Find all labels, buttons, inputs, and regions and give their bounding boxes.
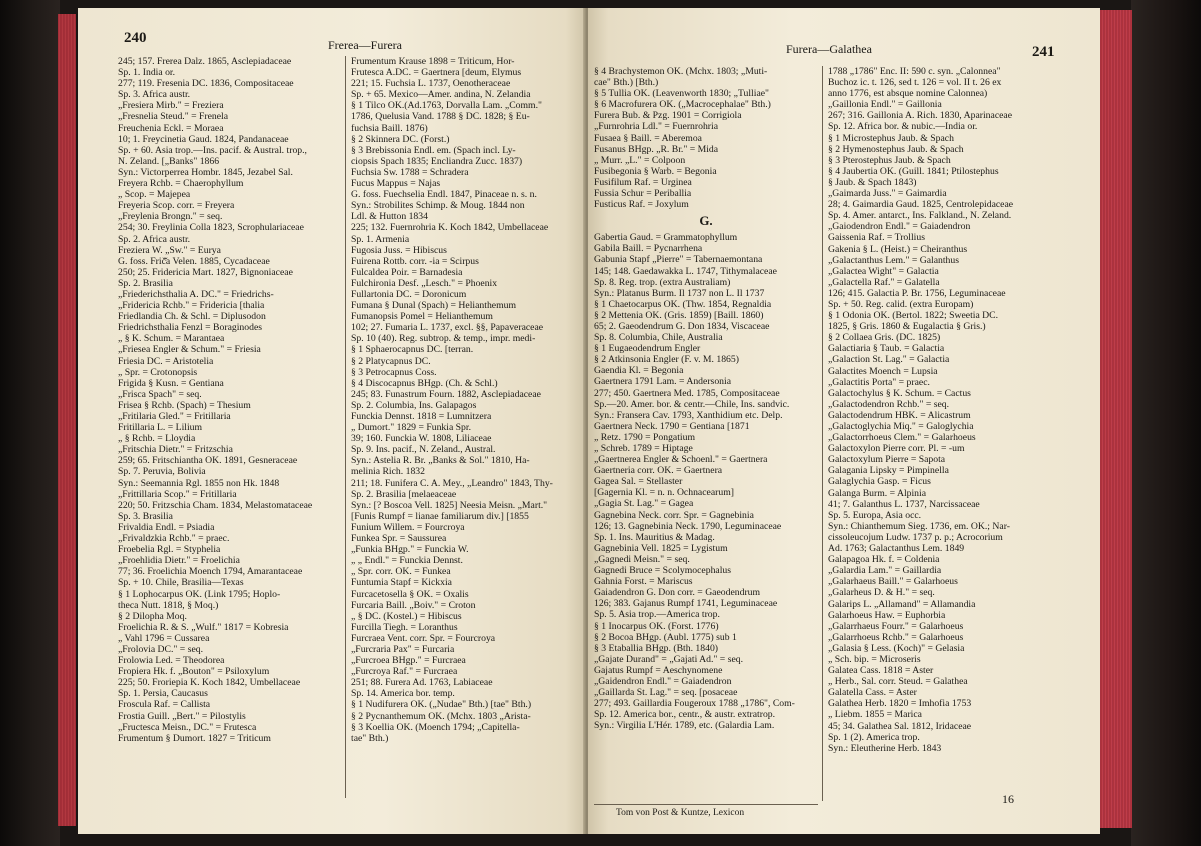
entry-line: § 3 Brebissonia Endl. em. (Spach incl. Ly-	[351, 144, 516, 156]
entry-line: 145; 148. Gaedawakka L. 1747, Tithymalaceae	[594, 265, 777, 277]
entry-line: Sp. + 60. Asia trop.—Ins. pacif. & Austral. trop.,	[118, 144, 307, 156]
entry-line: Sp. 12. Africa bor. & nubic.—India or.	[828, 121, 978, 133]
entry-line: 220; 50. Fritzschia Cham. 1834, Melastomataceae	[118, 499, 313, 511]
entry-line: Galagania Lipsky = Pimpinella	[828, 465, 949, 477]
entry-line: Sp. 9. Ins. pacif., N. Zeland., Austral.	[351, 444, 496, 456]
entry-line: Friesia DC. = Aristotelia	[118, 355, 214, 367]
entry-line: 225; 132. Fuernrohria K. Koch 1842, Umbellaceae	[351, 222, 549, 234]
entry-line: Fugosia Juss. = Hibiscus	[351, 244, 447, 256]
entry-line: Fucus Mappus = Najas	[351, 178, 441, 190]
entry-line: 28; 4. Gaimardia Gaud. 1825, Centrolepidaceae	[828, 199, 1014, 211]
entry-line: Syn.: Fransera Cav. 1793, Xanthidium etc. Delp.	[594, 409, 783, 421]
entry-line: Gaertneria corr. OK. = Gaertnera	[594, 465, 723, 477]
entry-line: Sp. 3. Africa austr.	[118, 89, 191, 101]
entry-line: „ Schreb. 1789 = Hiptage	[594, 443, 693, 454]
entry-line: Syn.: Virgilia L'Hér. 1789, etc. (Galardia Lam.	[594, 720, 775, 732]
entry-line: 126; 415. Galactia P. Br. 1756, Leguminaceae	[828, 287, 1006, 299]
entry-line: Froebelia Rgl. = Styphelia	[118, 544, 221, 556]
entry-line: 277; 450. Gaertnera Med. 1785, Compositaceae	[594, 387, 780, 399]
entry-line: „Gaillarda St. Lag." = seq. [posaceae	[594, 687, 738, 699]
entry-line: Galactoxylum Pierre = Sapota	[828, 454, 946, 466]
entry-line: anno 1776, est absque nomine Calonnea)	[828, 88, 988, 100]
entry-line: Gakenia § L. (Heist.) = Cheiranthus	[828, 243, 968, 255]
entry-line: „Galactodendron Rchb." = seq.	[828, 398, 950, 410]
entry-line: 254; 30. Freylinia Colla 1823, Scrophulariaceae	[118, 222, 304, 234]
entry-line: Furcaria Baill. „Boiv." = Croton	[351, 599, 476, 611]
entry-line: „Galarheus D. & H." = seq.	[828, 587, 935, 599]
entry-line: Sp. 7. Peruvia, Bolivia	[118, 466, 206, 478]
entry-line: Frostia Guill. „Bert." = Pilostylis	[118, 710, 246, 722]
entry-line: Fusibegonia § Warb. = Begonia	[594, 165, 717, 177]
entry-line: Sp. 3. Brasilia	[118, 510, 173, 522]
entry-line: § 2 Dilopha Moq.	[118, 610, 187, 622]
entry-line: „ Spr. = Crotonopsis	[118, 366, 198, 378]
entry-line: 250; 25. Fridericia Mart. 1827, Bignoniaceae	[118, 266, 293, 278]
entry-line: 267; 316. Gaillonia A. Rich. 1830, Aparinaceae	[828, 110, 1013, 122]
entry-line: 211; 18. Funifera C. A. Mey., „Leandro" 1843, Thy-	[351, 477, 553, 489]
entry-line: tae" Bth.)	[351, 732, 389, 744]
entry-line: Frisea § Rchb. (Spach) = Thesium	[118, 399, 251, 411]
book-edge-right	[1131, 0, 1201, 846]
entry-line: Galatella Cass. = Aster	[828, 687, 917, 699]
column-rule	[822, 66, 823, 801]
entry-line: Sp. 5. Europa, Asia occ.	[828, 509, 922, 521]
entry-line: § Jaub. & Spach 1843)	[828, 176, 917, 188]
entry-line: Fusaea § Baill. = Aberemoa	[594, 132, 702, 144]
page-stack-right	[1098, 10, 1132, 828]
entry-line: § 2 Platycapnus DC.	[351, 355, 431, 367]
entry-line: „Galactanthus Lem." = Galanthus	[828, 254, 960, 266]
entry-line: § 6 Macrofurera OK. („Macrocephalae" Bth.)	[594, 99, 771, 111]
entry-line: „Frisca Spach" = seq.	[118, 388, 202, 400]
entry-line: Galactodendrum HBK. = Alicastrum	[828, 409, 971, 421]
entry-line: „Gaiodendron Endl." = Gaiadendron	[828, 221, 971, 233]
entry-line: § 4 Discocapnus BHgp. (Ch. & Schl.)	[351, 377, 498, 389]
entry-line: Galanga Burm. = Alpinia	[828, 487, 927, 499]
entry-line: „Galarrhoeus Rchb." = Galarhoeus	[828, 631, 964, 643]
entry-line: Gagnedi Bruce = Scolymocephalus	[594, 565, 732, 577]
entry-line: Gagnebina Neck. corr. Spr. = Gagnebinia	[594, 509, 754, 521]
entry-line: 259; 65. Fritschiantha OK. 1891, Gesneraceae	[118, 455, 298, 467]
entry-line: § 2 Mettenia OK. (Gris. 1859) [Baill. 1860)	[594, 309, 764, 321]
entry-line: Sp. 10 (40). Reg. subtrop. & temp., impr. medi-	[351, 333, 536, 345]
entry-line: Sp. + 10. Chile, Brasilia—Texas	[118, 577, 244, 589]
entry-line: Gagea Sal. = Stellaster	[594, 476, 683, 488]
column-rule	[345, 56, 346, 798]
entry-line: Fritillaria L. = Lilium	[118, 422, 203, 434]
entry-line: Sp. + 65. Mexico—Amer. andina, N. Zelandia	[351, 89, 531, 101]
entry-line: § 1 Eugaeodendrum Engler	[594, 343, 701, 355]
entry-line: „ § DC. (Kostel.) = Hibiscus	[351, 610, 462, 622]
entry-line: „ Dumort." 1829 = Funkia Spr.	[351, 422, 472, 434]
entry-line: Frolowia Led. = Theodorea	[118, 655, 225, 667]
entry-line: Fusticus Raf. = Joxylum	[594, 199, 689, 211]
entry-line: Fuchsia Sw. 1788 = Schradera	[351, 166, 469, 178]
entry-line: Buchoz ic. t. 126, sed t. 126 = vol. II t. 26 ex	[828, 77, 1002, 89]
entry-line: Furera Bub. & Pzg. 1901 = Corrigiola	[594, 110, 742, 122]
entry-line: § 2 Hymenostephus Jaub. & Spach	[828, 143, 964, 155]
entry-line: Freyera Rchb. = Chaerophyllum	[118, 178, 244, 190]
entry-line: „Fresiera Mirb." = Freziera	[118, 100, 224, 112]
entry-line: Fumanopsis Pomel = Helianthemum	[351, 311, 493, 323]
entry-line: § 1 Tilco OK.(Ad.1763, Dorvalla Lam. „Comm."	[351, 100, 542, 112]
entry-line: 251; 88. Furera Ad. 1763, Labiaceae	[351, 677, 493, 689]
entry-line: „Fructesca Meisn., DC." = Frutesca	[118, 721, 257, 733]
entry-line: „Gaidendron Endl." = Gaiadendron	[594, 675, 732, 687]
entry-line: 10; 1. Freycinetia Gaud. 1824, Pandanaceae	[118, 133, 289, 145]
entry-line: „Galarhaeus Baill." = Galarhoeus	[828, 576, 958, 588]
entry-line: G. foss. Fuechselia Endl. 1847, Pinaceae n. s. n.	[351, 189, 537, 201]
entry-line: Galapagoa Hk. f. = Coldenia	[828, 554, 940, 566]
entry-line: Galactochylus § K. Schum. = Cactus	[828, 387, 971, 399]
entry-line: Fussia Schur = Periballia	[594, 188, 692, 200]
entry-line: Freuchenia Eckl. = Moraea	[118, 122, 224, 134]
entry-line: Fusanus BHgp. „R. Br." = Mida	[594, 143, 719, 155]
entry-line: Friedrichsthalia Fenzl = Boraginodes	[118, 322, 263, 334]
entry-line: Fumana § Dunal (Spach) = Helianthemum	[351, 300, 516, 312]
entry-line: „Galactorrhoeus Clem." = Galarhoeus	[828, 432, 976, 444]
entry-line: Sp. 2. Brasilia [melaeaceae	[351, 488, 457, 500]
entry-line: Gagnebinia Vell. 1825 = Lygistum	[594, 542, 728, 554]
entry-line: „ Liebm. 1855 = Marica	[828, 709, 922, 721]
text-column	[594, 66, 818, 731]
entry-line: § 1 Inocarpus OK. (Forst. 1776)	[594, 620, 719, 632]
entry-line: Syn.: Strobilites Schimp. & Moug. 1844 non	[351, 200, 525, 212]
entry-line: § 1 Nudifurera OK. („Nudae" Bth.) [tae" Bth.)	[351, 699, 532, 711]
entry-line: Sp. 1. Persia, Caucasus	[118, 688, 208, 700]
entry-line: Galactites Moench = Lupsia	[828, 365, 938, 377]
entry-line: 1825, § Gris. 1860 & Eugalactia § Gris.)	[828, 321, 986, 333]
entry-line: Gabertia Gaud. = Grammatophyllum	[594, 232, 738, 244]
entry-line: Sp. 1. Ins. Mauritius & Madag.	[594, 531, 715, 543]
text-column	[118, 56, 340, 744]
entry-line: Gaertnera Neck. 1790 = Gentiana [1871	[594, 420, 750, 432]
entry-line: Gajatus Rumpf = Aeschynomene	[594, 664, 723, 676]
entry-line: Funium Willem. = Fourcroya	[351, 521, 465, 533]
section-letter: G.	[699, 213, 713, 229]
entry-line: 225; 50. Froriepia K. Koch 1842, Umbellaceae	[118, 677, 301, 689]
entry-line: Gaissenia Raf. = Trollius	[828, 232, 925, 244]
entry-line: 45; 34. Galathea Sal. 1812, Iridaceae	[828, 720, 972, 732]
entry-line: 126; 13. Gagnebinia Neck. 1790, Leguminaceae	[594, 520, 782, 532]
entry-line: 277; 119. Fresenia DC. 1836, Compositaceae	[118, 78, 294, 90]
entry-line: 102; 27. Fumaria L. 1737, excl. §§, Papaveraceae	[351, 322, 544, 334]
entry-line: § 2 Collaea Gris. (DC. 1825)	[828, 332, 941, 344]
entry-line: Sp. 2. Brasilia	[118, 277, 173, 289]
entry-line: Gaertnera 1791 Lam. = Andersonia	[594, 376, 732, 388]
entry-line: § 3 Petrocapnus Coss.	[351, 366, 437, 378]
entry-line: cae" Bth.) [Bth.)	[594, 77, 659, 89]
entry-line: fuchsia Baill. 1876)	[351, 122, 428, 134]
entry-line: „ Spr. corr. OK. = Funkea	[351, 566, 451, 578]
entry-line: § 2 Pycnanthemum OK. (Mchx. 1803 „Arista-	[351, 710, 531, 722]
entry-line: „Fritschia Dietr." = Fritzschia	[118, 444, 233, 456]
footer-text: Tom von Post & Kuntze, Lexicon	[616, 808, 745, 818]
entry-line: „Furcroya Raf." = Furcraea	[351, 666, 458, 678]
signature-mark: 16	[1002, 792, 1014, 806]
book-edge-left	[0, 0, 60, 846]
entry-line: Frutesca A.DC. = Gaertnera [deum, Elymus	[351, 67, 522, 79]
entry-line: Sp. 2. Africa austr.	[118, 233, 191, 245]
entry-line: N. Zeland. [„Banks" 1866	[118, 155, 220, 167]
entry-line: „ Scop. = Majepea	[118, 189, 191, 201]
entry-line: [Funis Rumpf = lianae familiarum div.] [1855	[351, 510, 529, 522]
entry-line: Gahnia Forst. = Mariscus	[594, 576, 693, 588]
entry-line: „Frittillaria Scop." = Fritillaria	[118, 488, 237, 500]
entry-line: Sp. + 50. Reg. calid. (extra Europam)	[828, 298, 974, 310]
entry-line: „Galactoglychia Miq." = Galoglychia	[828, 421, 974, 432]
entry-line: ciopsis Spach 1835; Encliandra Zucc. 1837)	[351, 155, 523, 167]
entry-line: Frivaldia Endl. = Psiadia	[118, 521, 215, 533]
entry-line: Ad. 1763; Galactanthus Lem. 1849	[828, 543, 965, 555]
entry-line: § 1 Microstephus Jaub. & Spach	[828, 132, 954, 144]
entry-line: [Gagernia Kl. = n. n. Ochnacearum]	[594, 487, 734, 499]
entry-line: Sp. 1. India or.	[118, 67, 176, 79]
entry-line: „ Retz. 1790 = Pongatium	[594, 431, 695, 443]
entry-line: § 3 Etaballia BHgp. (Bth. 1840)	[594, 642, 719, 654]
entry-line: „Galardia Lam." = Gaillardia	[828, 565, 942, 577]
entry-line: § 1 Lophocarpus OK. (Link 1795; Hoplo-	[118, 588, 281, 600]
entry-line: „Friesea Engler & Schum." = Friesia	[118, 344, 261, 356]
page-number: 241	[1032, 44, 1055, 60]
entry-line: Galaglychia Gasp. = Ficus	[828, 476, 931, 488]
page-stack-left	[58, 14, 76, 826]
entry-line: „Gagnedi Meisn." = seq.	[594, 553, 690, 565]
running-head: Furera—Galathea	[786, 42, 872, 56]
entry-line: Furcacetosella § OK. = Oxalis	[351, 588, 469, 600]
entry-line: Frigida § Kusn. = Gentiana	[118, 377, 224, 389]
entry-line: Ldl. & Hutton 1834	[351, 211, 428, 223]
entry-line: „Fritilaria Gled." = Fritillaria	[118, 411, 231, 422]
entry-line: Galarhoeus Haw. = Euphorbia	[828, 609, 946, 621]
entry-line: Syn.: Victorperrea Hombr. 1845, Jezabel Sal.	[118, 166, 293, 178]
entry-line: Funckia Dennst. 1818 = Lumnitzera	[351, 411, 492, 422]
entry-line: Sp.—20. Amer. bor. & centr.—Chile, Ins. sandvic.	[594, 398, 790, 410]
footer-rule	[594, 804, 818, 805]
entry-line: Syn.: Eleutherine Herb. 1843	[828, 742, 942, 754]
entry-line: „Gagia St. Lag." = Gagea	[594, 498, 694, 510]
entry-line: 65; 2. Gaeodendrum G. Don 1834, Viscaceae	[594, 320, 770, 332]
entry-line: „ § K. Schum. = Marantaea	[118, 333, 225, 345]
entry-line: Fullartonia DC. = Doronicum	[351, 288, 467, 300]
entry-line: Galatea Cass. 1818 = Aster	[828, 665, 934, 677]
entry-line: § 1 Odonia OK. (Bertol. 1822; Sweetia DC.	[828, 310, 999, 322]
entry-line: „Gaillonia Endl." = Gaillonia	[828, 99, 942, 111]
entry-line: Galarips L. „Allamand" = Allamandia	[828, 598, 976, 610]
entry-line: „Gajate Durand" = „Gajati Ad." = seq.	[594, 653, 744, 665]
entry-line: § 1 Sphaerocapnus DC. [terran.	[351, 344, 474, 356]
entry-line: „Frivaldzkia Rchb." = praec.	[118, 533, 230, 545]
entry-line: § 2 Bocoa BHgp. (Aubl. 1775) sub 1	[594, 631, 737, 643]
entry-line: Freziera W. „Sw." = Eurya	[118, 244, 221, 256]
entry-line: „Galaction St. Lag." = Galactia	[828, 354, 950, 366]
entry-line: Sp. 5. Asia trop.—America trop.	[594, 609, 720, 621]
entry-line: Frumentum Krause 1898 = Triticum, Hor-	[351, 56, 515, 67]
entry-line: Friedlandia Ch. & Schl. = Diplusodon	[118, 311, 266, 323]
entry-line: „Gaimarda Juss." = Gaimardia	[828, 188, 947, 200]
entry-line: § 3 Pterostephus Jaub. & Spach	[828, 154, 951, 166]
entry-line: „ Sch. bip. = Microseris	[828, 653, 921, 665]
entry-line: § 2 Skinnera DC. (Forst.)	[351, 133, 450, 145]
entry-line: Sp. 8. Columbia, Chile, Australia	[594, 332, 723, 344]
entry-line: Furcraea Vent. corr. Spr. = Fourcroya	[351, 632, 496, 644]
entry-line: Gabila Baill. = Pycnarrhena	[594, 243, 703, 255]
entry-line: Galactoxylon Pierre corr. Pl. = -um	[828, 443, 965, 455]
entry-line: 1788 „1786" Enc. II: 590 c. syn. „Calonnea"	[828, 66, 1001, 77]
entry-line: § 5 Tullia OK. (Leavenworth 1830; „Tulliae"	[594, 88, 769, 100]
entry-line: Sp. 12. America bor., centr., & austr. extratrop.	[594, 709, 776, 721]
entry-line: Furcilla Tiegh. = Loranthus	[351, 621, 458, 633]
entry-line: „Fridericia Rchb." = Fridericia [thalia	[118, 300, 265, 312]
entry-line: § 4 Brachystemon OK. (Mchx. 1803; „Muti-	[594, 66, 768, 77]
right-page	[588, 8, 1100, 834]
entry-line: Froelichia R. & S. „Wulf." 1817 = Kobresia	[118, 621, 289, 633]
entry-line: „ Vahl 1796 = Cussarea	[118, 632, 210, 644]
entry-line: Sp. 14. America bor. temp.	[351, 688, 455, 700]
entry-line: 221; 15. Fuchsia L. 1737, Oenotheraceae	[351, 78, 511, 90]
entry-line: 245; 83. Funastrum Fourn. 1882, Asclepiadaceae	[351, 388, 541, 400]
entry-line: „Funkia BHgp." = Funckia W.	[351, 544, 469, 556]
entry-line: „ § Rchb. = Lloydia	[118, 433, 196, 445]
entry-line: 39; 160. Funckia W. 1808, Liliaceae	[351, 433, 492, 445]
entry-line: „Froehlidia Dietr." = Froelichia	[118, 555, 240, 567]
entry-line: Sp. 1. Armenia	[351, 233, 410, 245]
running-head: Frerea—Furera	[328, 38, 402, 52]
left-page	[78, 8, 586, 834]
entry-line: 1786, Quelusia Vand. 1788 § DC. 1828; § Eu-	[351, 111, 530, 123]
entry-line: Sp. 2. Columbia, Ins. Galapagos	[351, 399, 477, 411]
entry-line: Gaendia Kl. = Begonia	[594, 365, 684, 377]
entry-line: Syn.: Chianthemum Sieg. 1736, em. OK.; Nar-	[828, 520, 1010, 532]
entry-line: 277; 493. Gaillardia Fougeroux 1788 „1786", Com-	[594, 698, 795, 710]
entry-line: Gaiadendron G. Don corr. = Gaeodendrum	[594, 587, 761, 599]
entry-line: Syn.: Platanus Burm. Il 1737 non L. Il 1737	[594, 287, 765, 299]
entry-line: „Galactea Wight" = Galactia	[828, 265, 939, 277]
entry-line: Sp. 4. Amer. antarct., Ins. Falkland., N. Zeland.	[828, 210, 1012, 222]
entry-line: Frumentum § Dumort. 1827 = Triticum	[118, 732, 271, 744]
entry-line: 126; 383. Gajanus Rumpf 1741, Leguminaceae	[594, 598, 778, 610]
entry-line: G. foss. Frič̌a Velen. 1885, Cycadaceae	[118, 255, 270, 267]
text-column	[828, 66, 1058, 754]
entry-line: Fuirena Rottb. corr. -ia = Scirpus	[351, 255, 479, 267]
entry-line: Sp. 1 (2). America trop.	[828, 731, 920, 743]
entry-line: Sp. 8. Reg. trop. (extra Australiam)	[594, 276, 731, 288]
entry-line: Froscula Raf. = Callista	[118, 699, 211, 711]
entry-line: Fropiera Hk. f. „Bouton" = Psiloxylum	[118, 666, 270, 678]
page-number: 240	[124, 30, 147, 46]
entry-line: Syn.: [? Boscoa Vell. 1825] Neesia Meisn. „Mart."	[351, 499, 548, 511]
entry-line: „ Murr. „L." = Colpoon	[594, 154, 686, 166]
entry-line: „Galactella Raf." = Galatella	[828, 276, 940, 288]
entry-line: Syn.: Seemannia Rgl. 1855 non Hk. 1848	[118, 477, 280, 489]
entry-line: „Furnrohria Ldl." = Fuernrohria	[594, 121, 719, 133]
entry-line: „ „ Endl." = Funckia Dennst.	[351, 555, 463, 567]
entry-line: Gabunia Stapf „Pierre" = Tabernaemontana	[594, 254, 763, 266]
entry-line: Galactiaria § Taub. = Galactia	[828, 343, 945, 355]
entry-line: melinia Rich. 1832	[351, 466, 425, 478]
entry-line: „Furcraria Pax" = Furcaria	[351, 643, 455, 655]
entry-line: Galathea Herb. 1820 = Imhofia 1753	[828, 698, 972, 710]
text-column	[351, 56, 573, 744]
entry-line: Fulchironia Desf. „Lesch." = Phoenix	[351, 277, 498, 289]
entry-line: 77; 36. Froelichia Moench 1794, Amarantaceae	[118, 566, 303, 578]
entry-line: „Galasia § Less. (Koch)" = Gelasia	[828, 642, 965, 654]
entry-line: Fulcaldea Poir. = Barnadesia	[351, 266, 463, 278]
entry-line: „Gaertnerea Engler & Schoenl." = Gaertnera	[594, 454, 768, 466]
entry-line: „Freylenia Brongn." = seq.	[118, 211, 223, 223]
entry-line: § 4 Jaubertia OK. (Guill. 1841; Ptilostephus	[828, 165, 999, 177]
entry-line: Funtumia Stapf = Kickxia	[351, 577, 452, 589]
entry-line: Syn.: Astelia R. Br. „Banks & Sol." 1810, Ha-	[351, 455, 530, 467]
entry-line: „Friederichsthalia A. DC." = Friedrichs-	[118, 288, 274, 300]
entry-line: „ Herb., Sal. corr. Steud. = Galathea	[828, 676, 968, 688]
entry-line: „Frolovia DC." = seq.	[118, 643, 204, 655]
entry-line: 245; 157. Frerea Dalz. 1865, Asclepiadaceae	[118, 56, 292, 67]
entry-line: § 3 Koellia OK. (Moench 1794; „Capitella-	[351, 721, 520, 733]
entry-line: „Furcroea BHgp." = Furcraea	[351, 655, 466, 667]
entry-line: „Galarrhaeus Fourr." = Galarhoeus	[828, 620, 964, 632]
entry-line: theca Nutt. 1818, § Moq.)	[118, 599, 219, 611]
entry-line: § 2 Atkinsonia Engler (F. v. M. 1865)	[594, 354, 739, 366]
entry-line: Funkea Spr. = Saussurea	[351, 533, 447, 545]
entry-line: „Galactitis Porta" = praec.	[828, 376, 930, 388]
entry-line: 41; 7. Galanthus L. 1737, Narcissaceae	[828, 498, 980, 510]
entry-line: Freyeria Scop. corr. = Freyera	[118, 200, 235, 212]
entry-line: „Fresnelia Steud." = Frenela	[118, 111, 229, 123]
entry-line: § 1 Chaetocarpus OK. (Thw. 1854, Regnaldia	[594, 298, 772, 310]
entry-line: Fusifilum Raf. = Urginea	[594, 176, 692, 188]
entry-line: cissoleucojum Ludw. 1737 p. p.; Acrocorium	[828, 531, 1003, 543]
